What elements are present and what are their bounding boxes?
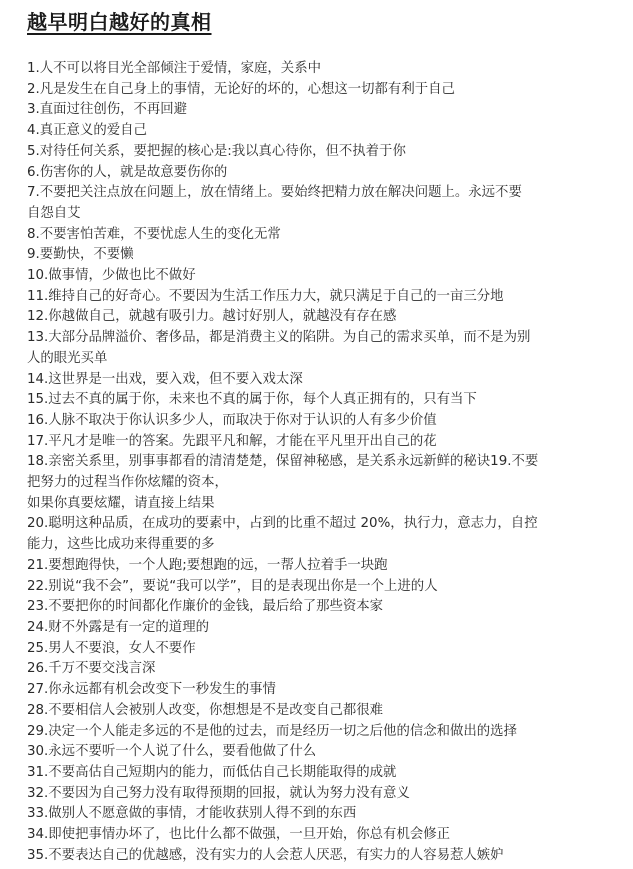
list-item: 26.千万不要交浅言深: [27, 661, 156, 677]
list-item: 28.不要相信人会被别人改变，你想想是不是改变自己都很难: [27, 702, 384, 718]
list-item: 34.即使把事情办坏了，也比什么都不做强，一旦开始，你总有机会修正: [27, 827, 451, 843]
list-item: 25.男人不要浪，女人不要作: [27, 640, 196, 656]
list-item: 5.对待任何关系，要把握的核心是:我以真心待你，但不执着于你: [27, 143, 406, 159]
list-item: 11.维持自己的好奇心。不要因为生活工作压力大，就只满足于自己的一亩三分地: [27, 288, 504, 304]
list-item: 22.别说“我不会”，要说“我可以学”，目的是表现出你是一个上进的人: [27, 578, 438, 594]
truth-list: [27, 59, 619, 866]
list-item: 9.要勤快，不要懒: [27, 247, 134, 263]
list-item: 6.伤害你的人，就是故意要伤你的: [27, 164, 228, 180]
list-item: 12.你越做自己，就越有吸引力。越讨好别人，就越没有存在感: [27, 309, 397, 325]
list-item: 32.不要因为自己努力没有取得预期的回报，就认为努力没有意义: [27, 785, 410, 801]
list-item: 21.要想跑得快，一个人跑;要想跑的远，一帮人拉着手一块跑: [27, 557, 388, 573]
page-title: 越早明白越好的真相: [27, 10, 212, 34]
list-item: 31.不要高估自己短期内的能力，而低估自己长期能取得的成就: [27, 764, 397, 780]
list-item: 35.不要表达自己的优越感，没有实力的人会惹人厌恶，有实力的人容易惹人嫉妒: [27, 847, 504, 863]
list-item: 17.平凡才是唯一的答案。先跟平凡和解，才能在平凡里开出自己的花: [27, 433, 437, 449]
list-item: 8.不要害怕苦难，不要忧虑人生的变化无常: [27, 226, 281, 242]
list-item: 4.真正意义的爱自己: [27, 123, 147, 139]
list-item: 13.大部分品牌溢价、奢侈品，都是消费主义的陷阱。为自己的需求买单，而不是为别 人的眼光买单: [27, 330, 531, 366]
list-item: 27.你永远都有机会改变下一秒发生的事情: [27, 682, 276, 698]
list-item: 16.人脉不取决于你认识多少人，而取决于你对于认识的人有多少价值: [27, 412, 437, 428]
list-item: 7.不要把关注点放在问题上，放在情绪上。要始终把精力放在解决问题上。永远不要 自怨自艾: [27, 185, 522, 221]
list-item: 2.凡是发生在自己身上的事情，无论好的坏的，心想这一切都有利于自己: [27, 81, 455, 97]
list-item: 33.做别人不愿意做的事情，才能收获别人得不到的东西: [27, 806, 357, 822]
list-item: 14.这世界是一出戏，要入戏，但不要入戏太深: [27, 371, 303, 387]
list-item: 1.人不可以将目光全部倾注于爱情，家庭，关系中: [27, 61, 321, 76]
list-item: 29.决定一个人能走多远的不是他的过去，而是经历一切之后他的信念和做出的选择: [27, 723, 517, 739]
list-item: 30.永远不要听一个人说了什么，要看他做了什么: [27, 744, 317, 760]
list-item: 15.过去不真的属于你，未来也不真的属于你，每个人真正拥有的，只有当下: [27, 392, 477, 408]
list-item: 24.财不外露是有一定的道理的: [27, 619, 209, 635]
list-item: 20.聪明这种品质，在成功的要素中，占到的比重不超过 20%，执行力，意志力，自控 能力，这些比成功来得重要的多: [27, 516, 538, 553]
list-item: 3.直面过往创伤，不再回避: [27, 102, 188, 118]
list-item: 18.亲密关系里，别事事都看的清清楚楚，保留神秘感，是关系永远新鲜的秘诀19.不要 把努力的过程当作你炫耀的资本， 如果你真要炫耀，请直接上结果: [27, 454, 539, 511]
list-item: 23.不要把你的时间都化作廉价的金钱，最后给了那些资本家: [27, 599, 384, 615]
list-item: 10.做事情，少做也比不做好: [27, 268, 196, 284]
